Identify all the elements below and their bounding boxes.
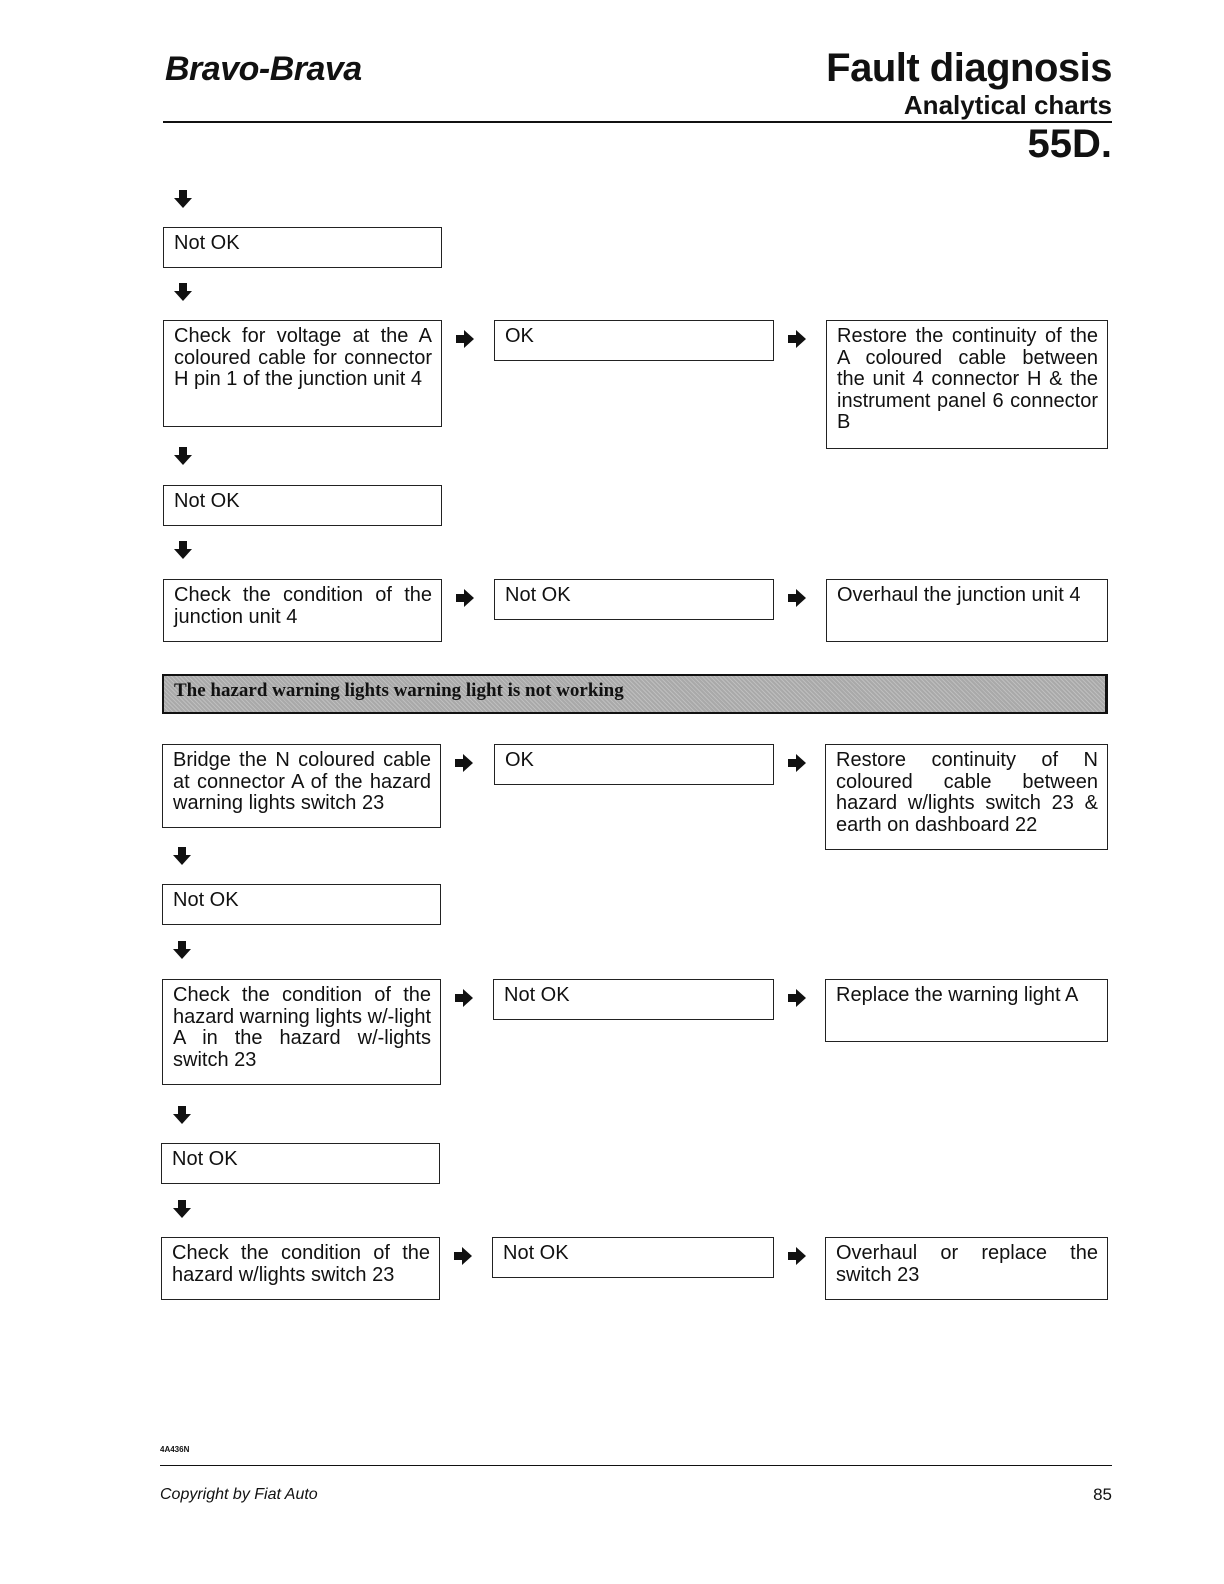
figure-code: 4A436N: [160, 1445, 190, 1454]
page-number: 85: [1093, 1485, 1112, 1504]
arrow-right-icon: [787, 1246, 807, 1266]
step-bridge-cable: Bridge the N coloured cable at connector A of the hazard warning lights switch 23: [162, 744, 441, 828]
header-rule: [163, 121, 1112, 123]
arrow-down-icon: [173, 282, 193, 302]
result-ok: OK: [494, 744, 774, 785]
step-not-ok: Not OK: [163, 227, 442, 268]
page-title: Fault diagnosis: [826, 46, 1112, 90]
action-restore-cable-n: Restore continuity of N coloured cable between hazard w/lights switch 23 & earth on dashboard 22: [825, 744, 1108, 850]
action-restore-cable-a: Restore the continuity of the A coloured cable between the unit 4 connector H & the instrument panel 6 connector B: [826, 320, 1108, 449]
footer-rule: [160, 1465, 1112, 1466]
arrow-right-icon: [787, 753, 807, 773]
arrow-right-icon: [787, 329, 807, 349]
step-check-switch: Check the condition of the hazard w/lights switch 23: [161, 1237, 440, 1300]
result-ok: OK: [494, 320, 774, 361]
arrow-right-icon: [455, 329, 475, 349]
section-number: 55D.: [1027, 122, 1112, 166]
step-not-ok: Not OK: [162, 884, 441, 925]
arrow-right-icon: [455, 588, 475, 608]
arrow-right-icon: [453, 1246, 473, 1266]
arrow-down-icon: [173, 540, 193, 560]
result-not-ok: Not OK: [494, 579, 774, 620]
step-not-ok: Not OK: [161, 1143, 440, 1184]
result-not-ok: Not OK: [493, 979, 774, 1020]
document-brand: Bravo-Brava: [165, 50, 362, 88]
copyright-text: Copyright by Fiat Auto: [160, 1486, 318, 1503]
arrow-down-icon: [173, 446, 193, 466]
arrow-right-icon: [787, 988, 807, 1008]
arrow-down-icon: [172, 1105, 192, 1125]
action-replace-light: Replace the warning light A: [825, 979, 1108, 1042]
action-overhaul-switch: Overhaul or replace the switch 23: [825, 1237, 1108, 1300]
page-subtitle: Analytical charts: [903, 90, 1112, 120]
step-check-voltage: Check for voltage at the A coloured cable for connector H pin 1 of the junction unit 4: [163, 320, 442, 427]
arrow-right-icon: [787, 588, 807, 608]
arrow-right-icon: [454, 753, 474, 773]
arrow-down-icon: [173, 189, 193, 209]
fault-heading-banner: The hazard warning lights warning light is not working: [162, 674, 1108, 714]
step-check-junction: Check the condition of the junction unit 4: [163, 579, 442, 642]
arrow-down-icon: [172, 1199, 192, 1219]
result-not-ok: Not OK: [492, 1237, 774, 1278]
arrow-down-icon: [172, 846, 192, 866]
action-overhaul-junction: Overhaul the junction unit 4: [826, 579, 1108, 642]
arrow-down-icon: [172, 940, 192, 960]
arrow-right-icon: [454, 988, 474, 1008]
step-check-light: Check the condition of the hazard warning lights w/-light A in the hazard w/-lights switch 23: [162, 979, 441, 1085]
step-not-ok: Not OK: [163, 485, 442, 526]
